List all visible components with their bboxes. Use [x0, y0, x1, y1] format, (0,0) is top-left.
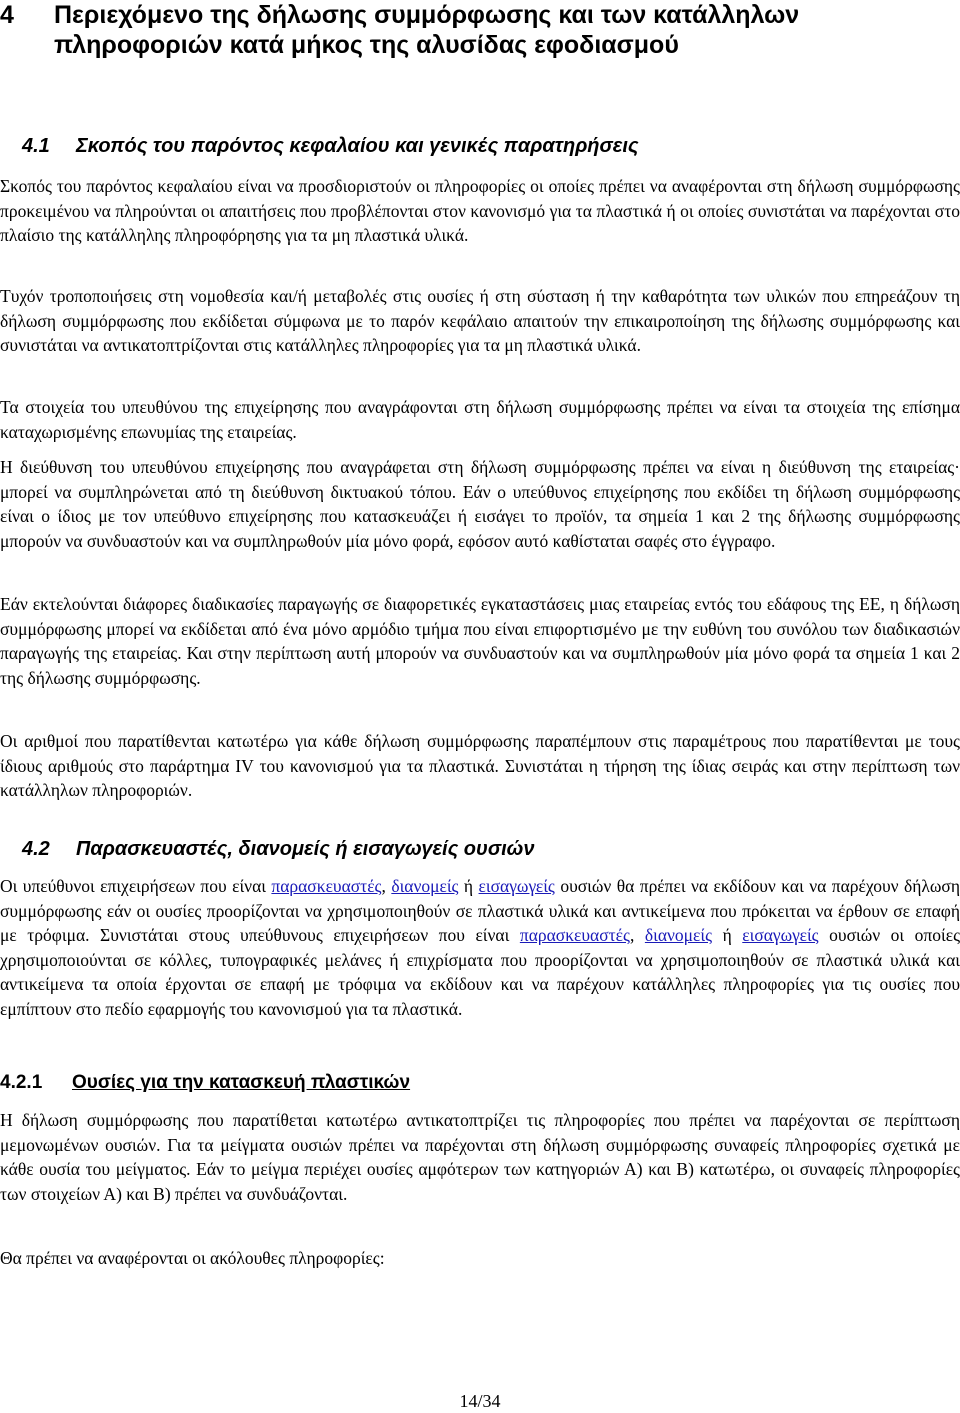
section-4-number: 4	[0, 1, 14, 29]
paragraph: Η δήλωση συμμόρφωσης που παρατίθεται κατωτέρω αντικατοπτρίζει τις πληροφορίες που πρέπει να παρέχονται σε περίπτωση μεμονωμένων ουσιών. Για τα μείγματα ουσιών πρέπει να παρέχονται στη δήλωση συμμόρφωσης συναφείς πληροφορίες σχετικά με κάθε ουσία του μείγματος. Εάν το μείγμα περιέχει ουσίες αμφότερων των κατηγοριών Α) και Β) κατωτέρω, οι συναφείς πληροφορίες των στοιχείων Α) και Β) πρέπει να συνδυάζονται.	[0, 1110, 960, 1204]
paragraph-with-links	[0, 874, 960, 1021]
text-run: ή	[712, 925, 743, 945]
link-manufacturers[interactable]: παρασκευαστές	[519, 925, 630, 945]
section-4-title: Περιεχόμενο της δήλωσης συμμόρφωσης και των κατάλληλων πληροφοριών κατά μήκος της αλυσίδας εφοδιασμού	[54, 1, 800, 59]
section-4-heading	[0, 0, 960, 60]
text-run: ουσιών θα πρέπει να εκδίδουν και να παρέχουν δήλωση συμμόρφωσης εάν οι ουσίες προορίζονται να χρησιμοποιηθούν σε πλαστικά υλικά και αντικείμενα που πρόκειται να έρθουν σε επαφή με τρόφιμα. Συνιστάται στους υπεύθυνους επιχειρήσεων που είναι	[0, 876, 960, 945]
page-number: 14/34	[459, 1391, 501, 1411]
text-run: ,	[381, 876, 392, 896]
link-importers[interactable]: εισαγωγείς	[742, 925, 819, 945]
section-4-2-number: 4.2	[22, 838, 50, 860]
link-distributors[interactable]: διανομείς	[391, 876, 459, 896]
section-4-2-1-number: 4.2.1	[0, 1072, 43, 1093]
paragraph: Εάν εκτελούνται διάφορες διαδικασίες παραγωγής σε διαφορετικές εγκαταστάσεις μιας εταιρείας εντός του εδάφους της ΕΕ, η δήλωση συμμόρφωσης μπορεί να εκδίδεται από ένα μόνο αρμόδιο τμήμα που είναι επιφορτισμένο με την ευθύνη του συνόλου των διαδικασιών παραγωγής της εταιρείας. Και στην περίπτωση αυτή μπορούν να συνδυαστούν και να συμπληρωθούν μία μόνο φορά τα σημεία 1 και 2 της δήλωσης συμμόρφωσης.	[0, 594, 960, 688]
text-run: Οι υπεύθυνοι επιχειρήσεων που είναι	[0, 876, 272, 896]
text-run: ουσιών οι οποίες χρησιμοποιούνται σε κόλλες, τυπογραφικές μελάνες ή επιχρίσματα που προορίζονται να χρησιμοποιηθούν σε πλαστικά υλικά και αντικείμενα τα οποία έρχονται σε επαφή με τρόφιμα να εκδίδουν και να παρέχουν κατάλληλες πληροφορίες για τις ουσίες που εμπίπτουν στο πεδίο εφαρμογής του κανονισμού για τα πλαστικά.	[0, 925, 960, 1019]
link-distributors[interactable]: διανομείς	[644, 925, 713, 945]
link-importers[interactable]: εισαγωγείς	[478, 876, 555, 896]
text-run: ,	[629, 925, 645, 945]
section-4-1-number: 4.1	[22, 135, 50, 157]
section-4-2-1-title: Ουσίες για την κατασκευή πλαστικών	[72, 1072, 411, 1093]
section-4-1-title: Σκοπός του παρόντος κεφαλαίου και γενικές παρατηρήσεις	[76, 135, 639, 157]
section-4-2-title: Παρασκευαστές, διανομείς ή εισαγωγείς ουσιών	[76, 838, 535, 860]
paragraph: Η διεύθυνση του υπευθύνου επιχείρησης που αναγράφεται στη δήλωση συμμόρφωσης πρέπει να είναι η διεύθυνση της εταιρείας· μπορεί να συμπληρώνεται από τη διεύθυνση δικτυακού τόπου. Εάν ο υπεύθυνος επιχείρησης που εκδίδει τη δήλωση συμμόρφωσης είναι ο ίδιος με τον υπεύθυνο επιχείρησης που κατασκευάζει ή εισάγει το προϊόν, τα σημεία 1 και 2 της δήλωσης συμμόρφωσης μπορούν να συνδυαστούν και να συμπληρωθούν μία μόνο φορά, εφόσον αυτό καθίσταται σαφές στο έγγραφο.	[0, 457, 960, 551]
paragraph: Σκοπός του παρόντος κεφαλαίου είναι να προσδιοριστούν οι πληροφορίες οι οποίες πρέπει να αναφέρονται στη δήλωση συμμόρφωσης προκειμένου να πληρούνται οι απαιτήσεις που προβλέπονται στον κανονισμό για τα πλαστικά ή οι οποίες συνιστάται να παρέχονται στο πλαίσιο της κατάλληλης πληροφόρησης για τα μη πλαστικά υλικά.	[0, 176, 960, 245]
paragraph: Τυχόν τροποποιήσεις στη νομοθεσία και/ή μεταβολές στις ουσίες ή στη σύσταση ή την καθαρότητα των υλικών που επηρεάζουν τη δήλωση συμμόρφωσης που εκδίδεται σύμφωνα με το παρόν κεφάλαιο απαιτούν την επικαιροποίηση της δήλωσης συμμόρφωσης και συνιστάται να αντικατοπτρίζονται στις κατάλληλες πληροφορίες για τα μη πλαστικά υλικά.	[0, 286, 960, 355]
text-run: ή	[458, 876, 479, 896]
paragraph: Θα πρέπει να αναφέρονται οι ακόλουθες πληροφορίες:	[0, 1248, 385, 1268]
link-manufacturers[interactable]: παρασκευαστές	[271, 876, 382, 896]
paragraph: Οι αριθμοί που παρατίθενται κατωτέρω για κάθε δήλωση συμμόρφωσης παραπέμπουν στις παραμέτρους που παρατίθενται με τους ίδιους αριθμούς στο παράρτημα IV του κανονισμού για τα πλαστικά. Συνιστάται η τήρηση της ίδιας σειράς και στην περίπτωση των κατάλληλων πληροφοριών.	[0, 731, 960, 800]
paragraph: Τα στοιχεία του υπευθύνου της επιχείρησης που αναγράφονται στη δήλωση συμμόρφωσης πρέπει να είναι τα στοιχεία της επίσημα καταχωρισμένης επωνυμίας της εταιρείας.	[0, 397, 960, 442]
